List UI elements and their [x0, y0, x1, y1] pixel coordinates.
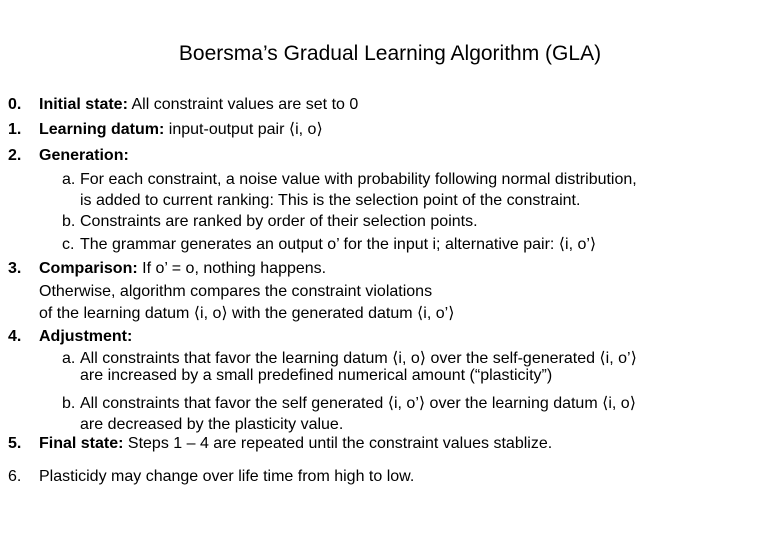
step-label: Comparison: — [39, 260, 138, 277]
step-3-line3: of the learning datum ⟨i, o⟩ with the generated datum ⟨i, o’⟩ — [39, 305, 455, 322]
sub-text: All constraints that favor the learning datum ⟨i, o⟩ over the self-generated ⟨i, o’⟩ — [80, 350, 637, 367]
sub-text: The grammar generates an output o’ for the input i; alternative pair: ⟨i, o’⟩ — [80, 236, 597, 253]
step-text: If o’ = o, nothing happens. — [137, 260, 327, 277]
step-number: 1. — [8, 121, 22, 138]
step-label: Initial state: — [39, 96, 128, 113]
step-label: Adjustment: — [39, 328, 133, 345]
step-number: 3. — [8, 260, 22, 277]
sub-text: is added to current ranking: This is the selection point of the constraint. — [80, 192, 581, 209]
step-number: 0. — [8, 96, 22, 113]
sub-letter: b. — [62, 213, 76, 230]
sub-text: For each constraint, a noise value with probability following normal distribution, — [80, 171, 637, 188]
sub-text: Constraints are ranked by order of their selection points. — [80, 213, 478, 230]
sub-letter: c. — [62, 236, 75, 253]
step-label: Generation: — [39, 147, 129, 164]
step-label: Final state: — [39, 435, 124, 452]
step-number: 5. — [8, 435, 22, 452]
sub-text: are increased by a small predefined numerical amount (“plasticity”) — [80, 367, 553, 384]
step-number: 2. — [8, 147, 22, 164]
step-number: 6. — [8, 468, 22, 485]
sub-letter: a. — [62, 171, 76, 188]
sub-text: are decreased by the plasticity value. — [80, 416, 344, 433]
sub-letter: a. — [62, 350, 76, 367]
step-3-line2: Otherwise, algorithm compares the constraint violations — [39, 283, 433, 300]
sub-text: All constraints that favor the self generated ⟨i, o’⟩ over the learning datum ⟨i, o⟩ — [80, 395, 636, 412]
step-text: input-output pair ⟨i, o⟩ — [164, 121, 323, 138]
step-label: Learning datum: — [39, 121, 165, 138]
slide-title: Boersma’s Gradual Learning Algorithm (GLA) — [178, 42, 602, 65]
step-text: All constraint values are set to 0 — [127, 96, 359, 113]
step-text: Plasticidy may change over life time from high to low. — [39, 468, 415, 485]
sub-letter: b. — [62, 395, 76, 412]
step-number: 4. — [8, 328, 22, 345]
step-text: Steps 1 – 4 are repeated until the constraint values stablize. — [123, 435, 553, 452]
